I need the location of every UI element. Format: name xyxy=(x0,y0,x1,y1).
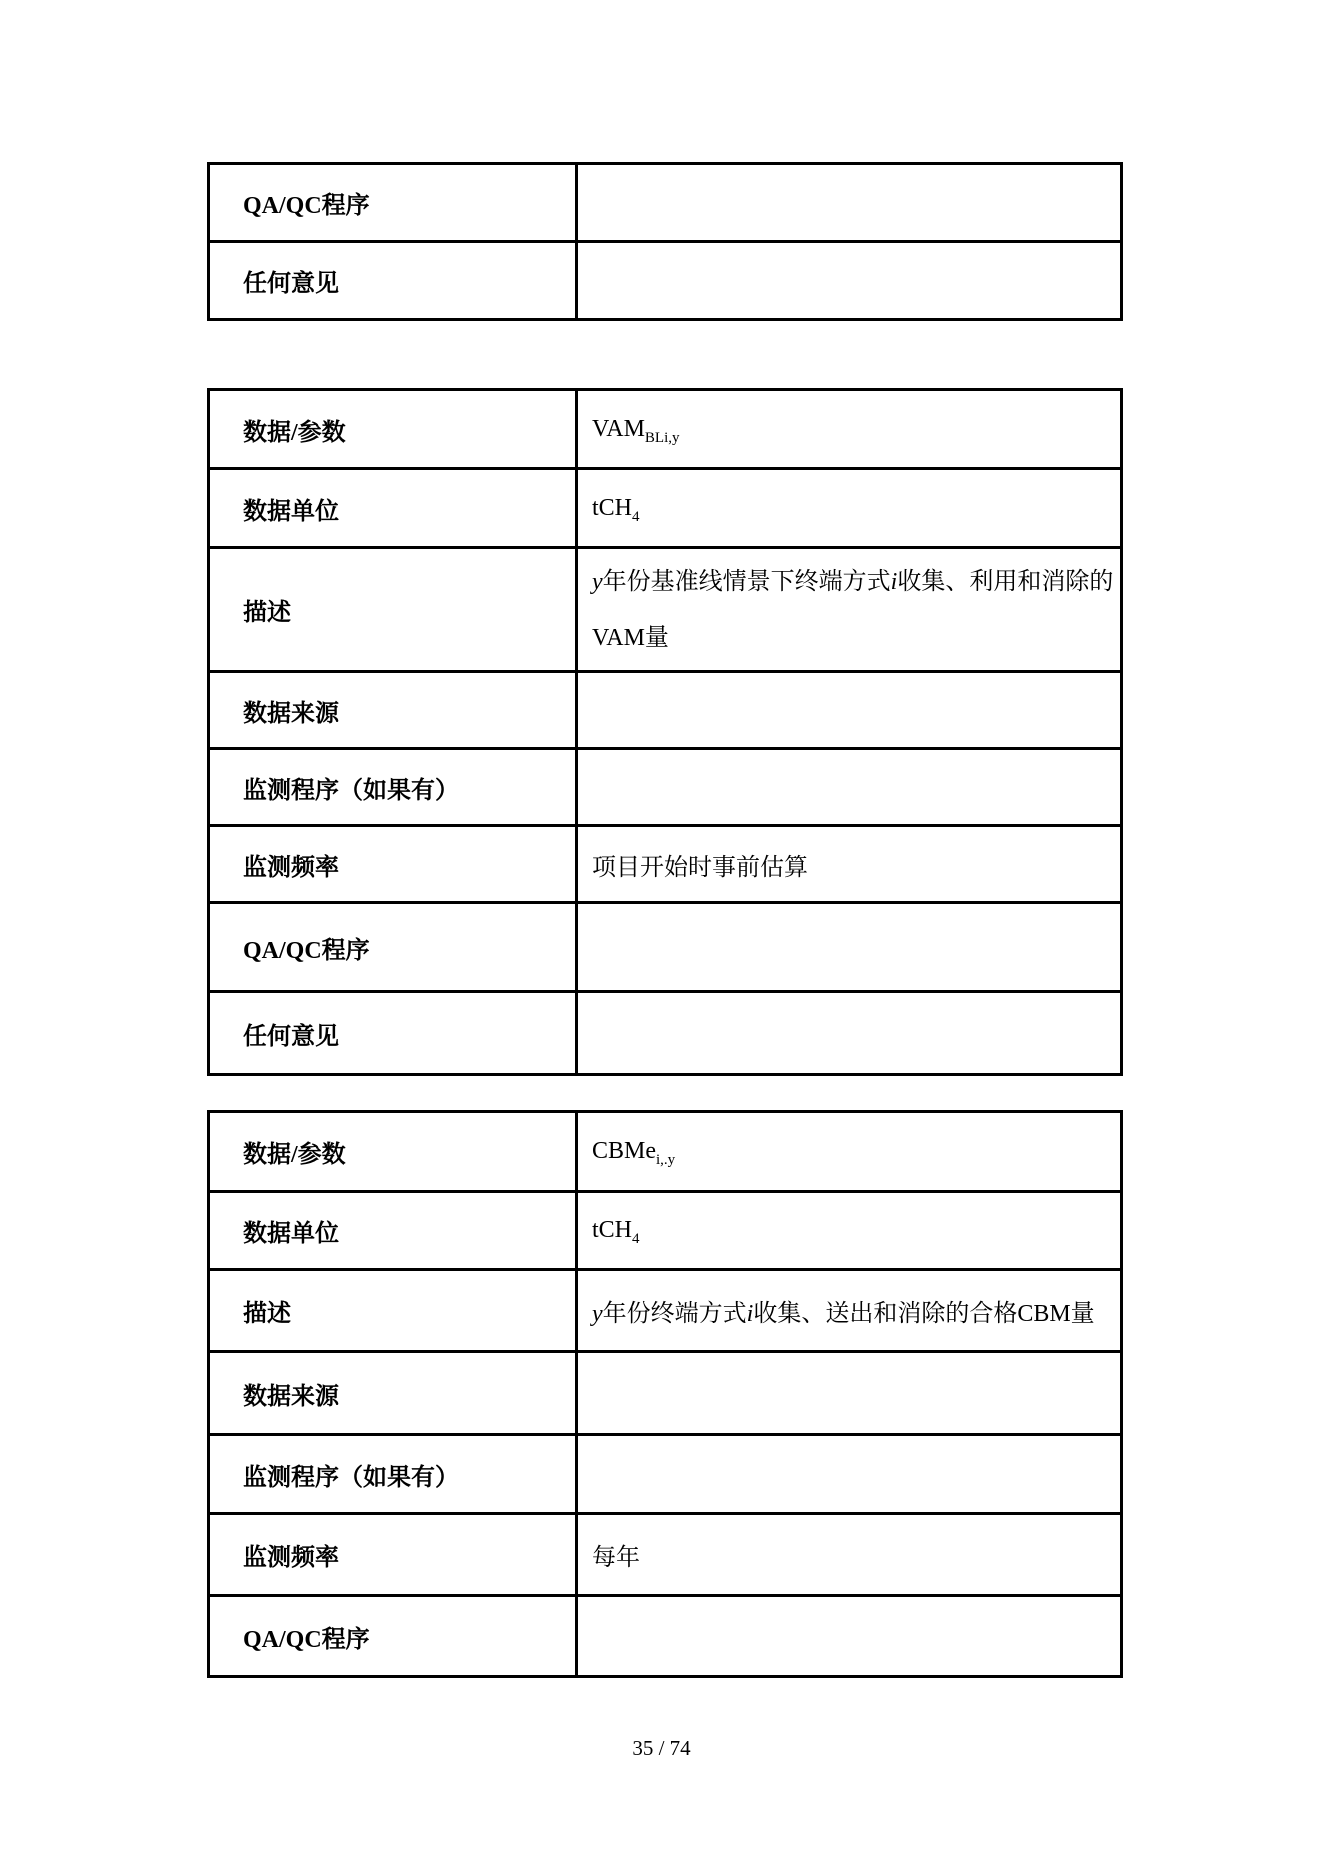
row-label-qaqc-procedure: QA/QC程序 xyxy=(209,164,577,242)
description-var-i: i xyxy=(890,568,898,595)
row-value-any-comments xyxy=(577,992,1122,1075)
row-label-any-comments: 任何意见 xyxy=(209,242,577,320)
row-label-qaqc-procedure: QA/QC程序 xyxy=(209,1596,577,1677)
row-value-data-parameter xyxy=(577,390,1122,469)
description-var-y: y xyxy=(592,568,603,595)
table-row xyxy=(209,1514,1122,1596)
row-label-monitoring-procedure: 监测程序（如果有） xyxy=(209,749,577,826)
row-value-any-comments xyxy=(577,242,1122,320)
table-row xyxy=(209,749,1122,826)
row-value-monitoring-frequency: 项目开始时事前估算 xyxy=(577,826,1122,903)
row-label-any-comments: 任何意见 xyxy=(209,992,577,1075)
description-text: 年份基准线情景下终端方式 xyxy=(602,568,891,595)
description-text: 收集、送出和消除的合格CBM量 xyxy=(753,1301,1095,1327)
description-text: 年份终端方式 xyxy=(602,1301,747,1327)
row-value-data-parameter xyxy=(577,1112,1122,1192)
row-label-description: 描述 xyxy=(209,1270,577,1352)
page-number: 35 / 74 xyxy=(632,1736,691,1760)
row-value-qaqc-procedure xyxy=(577,164,1122,242)
row-label-data-unit: 数据单位 xyxy=(209,469,577,548)
row-label-monitoring-frequency: 监测频率 xyxy=(209,826,577,903)
parameter-subscript: i,.y xyxy=(656,1151,676,1168)
row-value-data-unit xyxy=(577,1192,1122,1270)
table-row xyxy=(209,992,1122,1075)
table-row xyxy=(209,390,1122,469)
table-row xyxy=(209,1192,1122,1270)
row-label-data-parameter: 数据/参数 xyxy=(209,1112,577,1192)
row-label-qaqc-procedure: QA/QC程序 xyxy=(209,903,577,992)
table-row xyxy=(209,164,1122,242)
table-row xyxy=(209,1352,1122,1435)
row-label-data-unit: 数据单位 xyxy=(209,1192,577,1270)
row-label-description: 描述 xyxy=(209,548,577,672)
parameter-symbol: CBMe xyxy=(592,1138,657,1164)
description-text: VAM量 xyxy=(592,624,669,651)
row-value-qaqc-procedure xyxy=(577,903,1122,992)
row-label-monitoring-frequency: 监测频率 xyxy=(209,1514,577,1596)
row-label-data-source: 数据来源 xyxy=(209,1352,577,1435)
qaqc-table xyxy=(207,162,1123,321)
table-row xyxy=(209,826,1122,903)
row-value-description xyxy=(577,548,1122,672)
description-var-y: y xyxy=(592,1301,603,1327)
unit-subscript: 4 xyxy=(632,508,640,525)
table-row xyxy=(209,242,1122,320)
cbme-parameter-table xyxy=(207,1110,1123,1678)
row-value-monitoring-procedure xyxy=(577,1435,1122,1514)
row-value-data-source xyxy=(577,1352,1122,1435)
description-var-i: i xyxy=(746,1301,754,1327)
parameter-symbol: VAM xyxy=(592,415,645,442)
table-row xyxy=(209,469,1122,548)
row-value-monitoring-frequency: 每年 xyxy=(577,1514,1122,1596)
table-row xyxy=(209,1596,1122,1677)
unit-symbol: tCH xyxy=(592,494,633,521)
table-row xyxy=(209,672,1122,749)
table-row xyxy=(209,903,1122,992)
table-row xyxy=(209,1435,1122,1514)
row-label-data-source: 数据来源 xyxy=(209,672,577,749)
row-value-description xyxy=(577,1270,1122,1352)
row-label-monitoring-procedure: 监测程序（如果有） xyxy=(209,1435,577,1514)
row-value-qaqc-procedure xyxy=(577,1596,1122,1677)
unit-subscript: 4 xyxy=(632,1230,640,1247)
parameter-subscript: BLi,y xyxy=(644,429,680,446)
unit-symbol: tCH xyxy=(592,1217,633,1243)
description-text: 收集、利用和消除的 xyxy=(897,568,1114,595)
vam-parameter-table xyxy=(207,388,1123,1076)
table-row xyxy=(209,1270,1122,1352)
row-value-data-source xyxy=(577,672,1122,749)
table-row xyxy=(209,548,1122,672)
row-label-data-parameter: 数据/参数 xyxy=(209,390,577,469)
table-row xyxy=(209,1112,1122,1192)
row-value-monitoring-procedure xyxy=(577,749,1122,826)
row-value-data-unit xyxy=(577,469,1122,548)
